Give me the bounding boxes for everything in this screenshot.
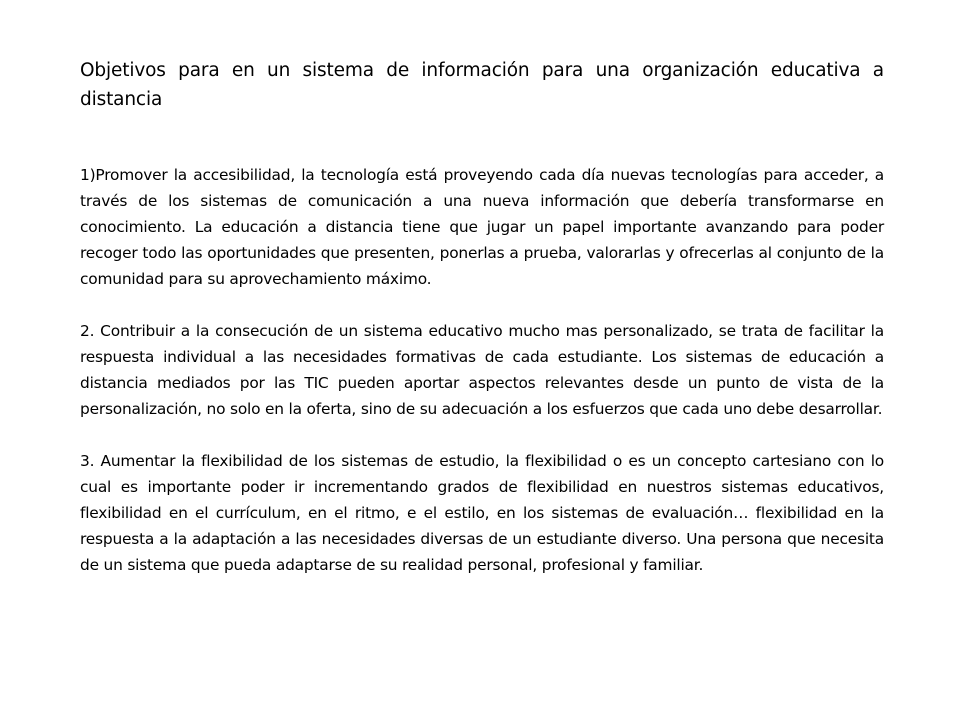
slide-body (80, 162, 884, 604)
objective-paragraph-2: 2. Contribuir a la consecución de un sistema educativo mucho mas personalizado, se trata de facilitar la respuesta individual a las necesidades formativas de cada estudiante. Los sistemas de educación a distancia mediados por las TIC pueden aportar aspectos relevantes desde un punto de vista de la personalización, no solo en la oferta, sino de su adecuación a los esfuerzos que cada uno debe desarrollar. (80, 322, 884, 418)
slide-title: Objetivos para en un sistema de información para una organización educativa a distancia (80, 60, 884, 110)
objective-paragraph-3: 3. Aumentar la flexibilidad de los sistemas de estudio, la flexibilidad o es un concepto cartesiano con lo cual es importante poder ir incrementando grados de flexibilidad en nuestros sistemas educativos, flexibilidad en el currículum, en el ritmo, e el estilo, en los sistemas de evaluación… flexibilidad en la respuesta a la adaptación a las necesidades diversas de un estudiante diverso. Una persona que necesita de un sistema que pueda adaptarse de su realidad personal, profesional y familiar. (80, 452, 884, 574)
objective-paragraph-1: 1)Promover la accesibilidad, la tecnología está proveyendo cada día nuevas tecnologías para acceder, a través de los sistemas de comunicación a una nueva información que debería transformarse en conocimiento. La educación a distancia tiene que jugar un papel importante avanzando para poder recoger todo las oportunidades que presenten, ponerlas a prueba, valorarlas y ofrecerlas al conjunto de la comunidad para su aprovechamiento máximo. (80, 166, 884, 288)
